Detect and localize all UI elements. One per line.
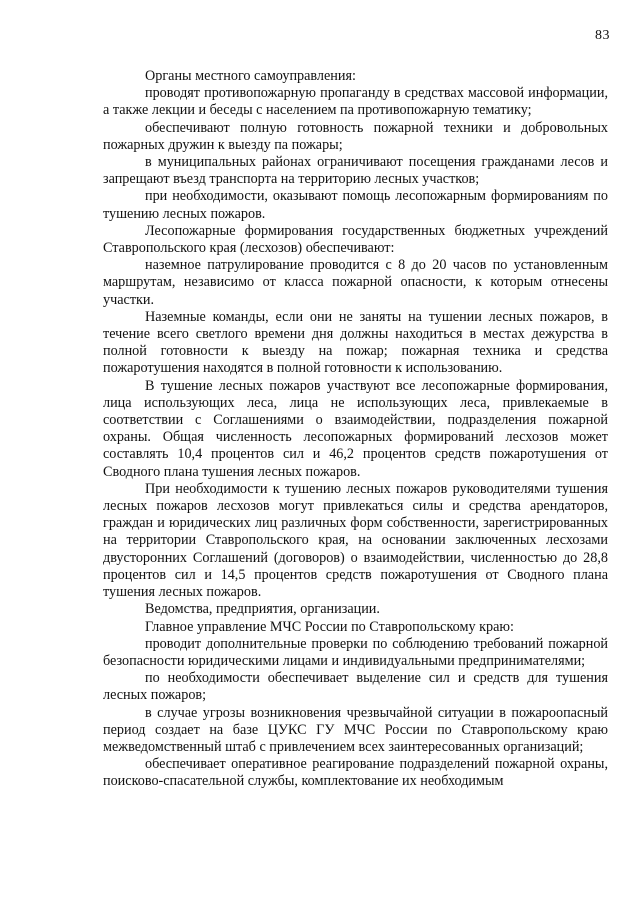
paragraph: Ведомства, предприятия, организации. [145, 601, 380, 618]
paragraph: обеспечивают полную готовность пожарной техники и добровольных пожарных дружин к выезду па пожары; [103, 119, 608, 153]
paragraph: наземное патрулирование проводится с 8 до 20 часов по установленным маршрутам, независимо от класса пожарной опасности, к которым отнесены участки. [103, 257, 608, 308]
paragraph: В тушение лесных пожаров участвуют все лесопожарные формирования, лица использующих леса, лица не использующих леса, привлекаемые в соответствии с Соглашениями о взаимодействии, подразделения пожарной охраны. Общая численность лесопожарных формирований лесхозов может составлять 10,4 процентов сил и 46,2 процентов средств пожаротушения от Сводного плана тушения лесных пожаров. [103, 377, 608, 480]
paragraph: по необходимости обеспечивает выделение сил и средств для тушения лесных пожаров; [103, 670, 608, 704]
paragraph: проводят противопожарную пропаганду в средствах массовой информации, а также лекции и беседы с населением па противопожарную тематику; [103, 85, 608, 119]
paragraph: обеспечивает оперативное реагирование подразделений пожарной охраны, поисково-спасательной службы, комплектование их необходимым [103, 756, 608, 790]
paragraph: при необходимости, оказывают помощь лесопожарным формированиям по тушению лесных пожаров. [103, 188, 608, 222]
paragraph: При необходимости к тушению лесных пожаров руководителями тушения лесных пожаров лесхозов могут привлекаться силы и средства арендаторов, граждан и юридических лиц различных форм собственности, зарегистрированных на территории Ставропольского края, на основании заключенных лесхозами двусторонних Соглашений (договоров) о взаимодействии, численностью до 28,8 процентов сил и 14,5 процентов средств пожаротушения от Сводного плана тушения лесных пожаров. [103, 480, 608, 601]
paragraph: в случае угрозы возникновения чрезвычайной ситуации в пожароопасный период создает на базе ЦУКС ГУ МЧС России по Ставропольскому краю межведомственный штаб с привлечением всех заинтересованных организаций; [103, 704, 608, 755]
paragraph: Наземные команды, если они не заняты на тушении лесных пожаров, в течение всего светлого времени дня должны находиться в местах дежурства в полной готовности к выезду на пожар; пожарная техника и средства пожаротушения находятся в полной готовности к использованию. [103, 308, 608, 377]
paragraph: Главное управление МЧС России по Ставропольскому краю: [145, 618, 514, 635]
paragraph: Органы местного самоуправления: [145, 68, 356, 84]
document-body [103, 68, 608, 791]
page-number: 83 [595, 28, 610, 43]
paragraph: в муниципальных районах ограничивают посещения гражданами лесов и запрещают въезд транспорта на территорию лесных участков; [103, 154, 608, 188]
paragraph: проводит дополнительные проверки по соблюдению требований пожарной безопасности юридическими лицами и индивидуальными предпринимателями; [103, 635, 608, 669]
paragraph: Лесопожарные формирования государственных бюджетных учреждений Ставропольского края (лесхозов) обеспечивают: [103, 222, 608, 257]
